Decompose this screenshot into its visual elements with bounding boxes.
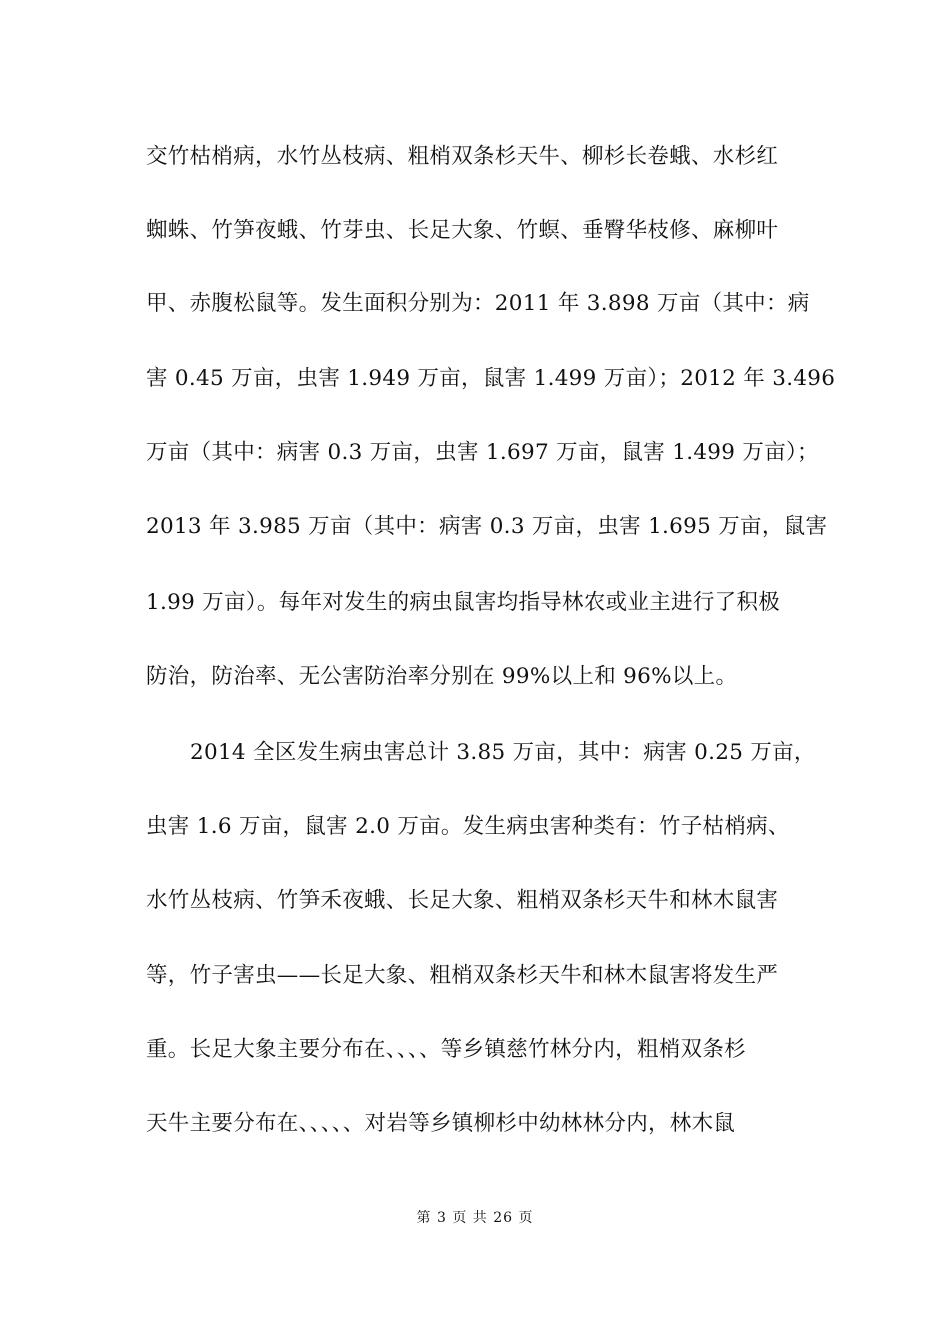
text-line: 万亩（其中：病害 0.3 万亩，虫害 1.697 万亩，鼠害 1.499 万亩）；: [146, 440, 819, 465]
text-line: 重。长足大象主要分布在、、、、等乡镇慈竹林分内，粗梢双条杉: [146, 1037, 746, 1062]
text-line: 1.99 万亩）。每年对发生的病虫鼠害均指导林农或业主进行了积极: [146, 590, 781, 615]
text-line: 害 0.45 万亩，虫害 1.949 万亩，鼠害 1.499 万亩）；2012 年 3.496: [146, 366, 836, 391]
text-line: 甲、赤腹松鼠等。发生面积分别为：2011 年 3.898 万亩（其中：病: [146, 291, 810, 316]
text-line: 虫害 1.6 万亩，鼠害 2.0 万亩。发生病虫害种类有：竹子枯梢病、: [146, 814, 790, 839]
page-footer: [0, 1209, 950, 1227]
text-line: 2013 年 3.985 万亩（其中：病害 0.3 万亩，虫害 1.695 万亩，鼠害: [146, 514, 828, 539]
text-line: 交竹枯梢病，水竹丛枝病、粗梢双条杉天牛、柳杉长卷蛾、水杉红: [146, 144, 779, 169]
text-line: 天牛主要分布在、、、、、对岩等乡镇柳杉中幼林林分内，林木鼠: [146, 1111, 736, 1136]
text-line: 蜘蛛、竹笋夜蛾、竹芽虫、长足大象、竹螟、垂臀华枝修、麻柳叶: [146, 218, 779, 243]
current-page-number: 3: [436, 1210, 447, 1226]
text-line: 水竹丛枝病、竹笋禾夜蛾、长足大象、粗梢双条杉天牛和林木鼠害: [146, 888, 779, 913]
total-pages-number: 26: [493, 1210, 514, 1226]
text-line: 防治，防治率、无公害防治率分别在 99%以上和 96%以上。: [146, 664, 738, 689]
footer-suffix: 页: [518, 1210, 534, 1226]
footer-middle: 页 共: [452, 1210, 488, 1226]
text-line-indented: 2014 全区发生病虫害总计 3.85 万亩，其中：病害 0.25 万亩，: [190, 740, 816, 765]
footer-prefix: 第: [416, 1210, 432, 1226]
text-line: 等，竹子害虫——长足大象、粗梢双条杉天牛和林木鼠害将发生严: [146, 963, 779, 988]
